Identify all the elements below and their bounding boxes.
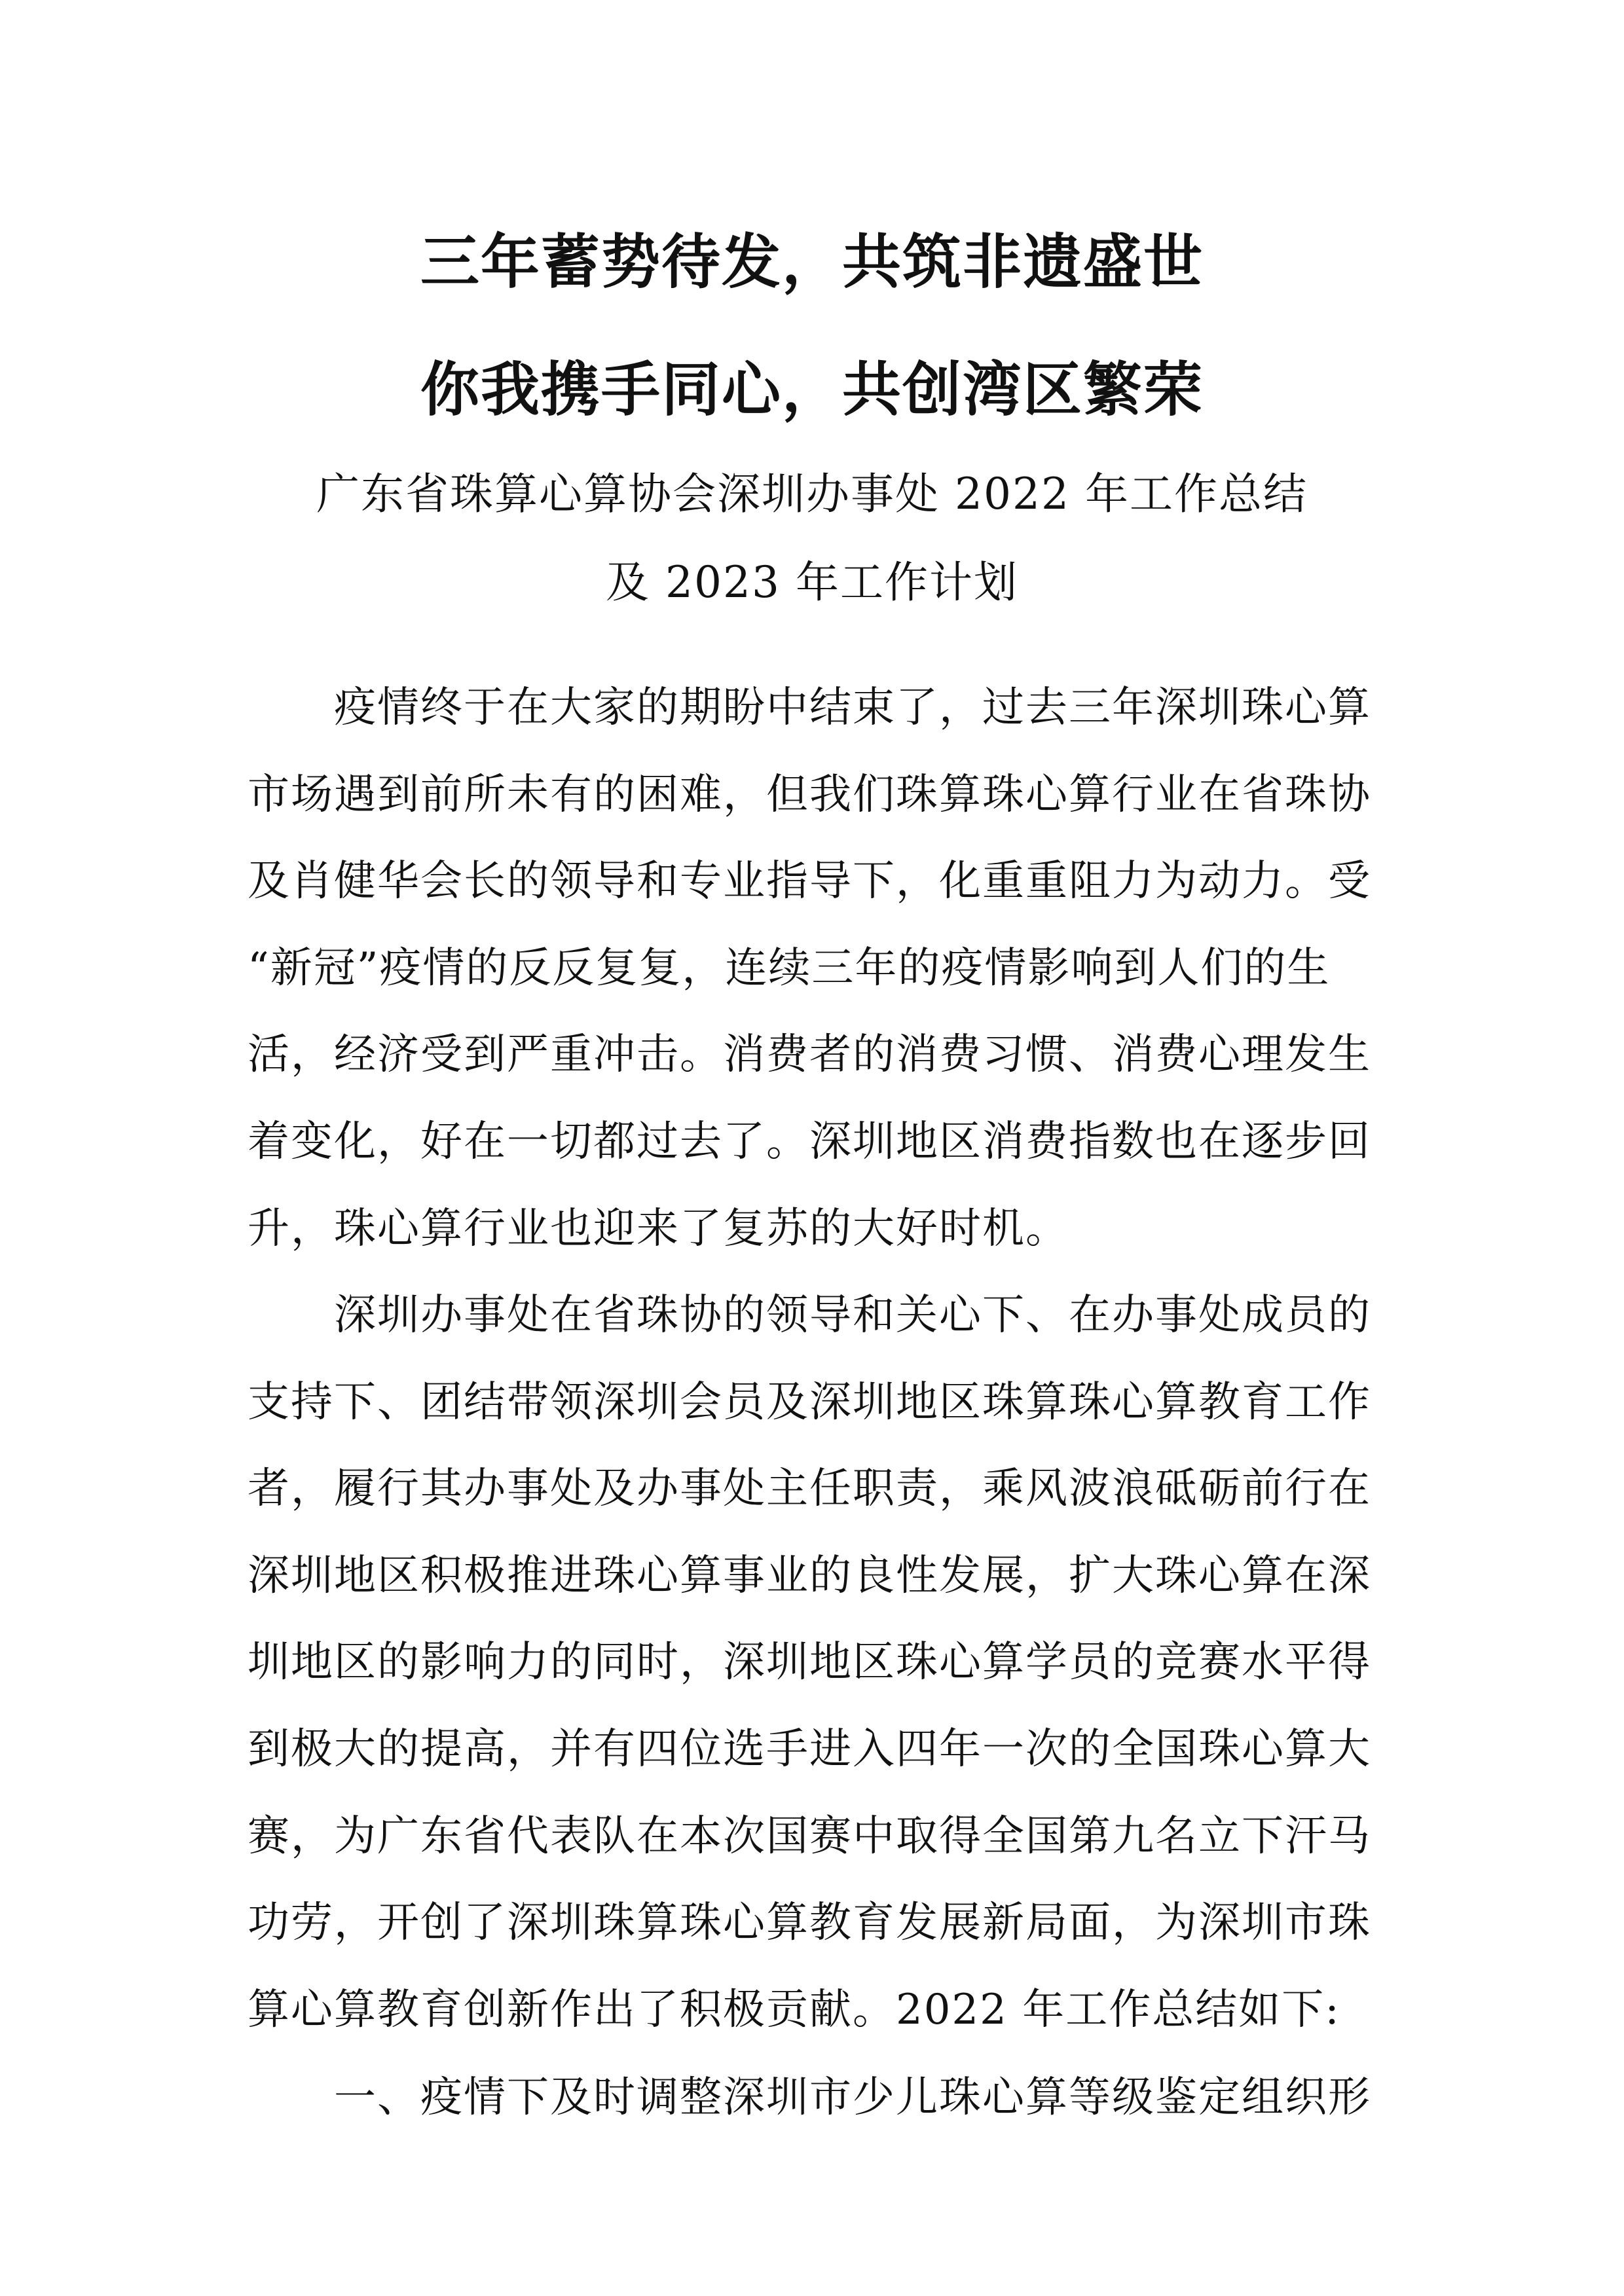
paragraph-line: 及肖健华会长的领导和专业指导下，化重重阻力为动力。受: [248, 857, 1371, 906]
paragraph-line: 赛，为广东省代表队在本次国赛中取得全国第九名立下汗马: [248, 1812, 1371, 1861]
section-heading-1: 一、疫情下及时调整深圳市少儿珠心算等级鉴定组织形: [334, 2073, 1371, 2122]
paragraph-line: 圳地区的影响力的同时，深圳地区珠心算学员的竞赛水平得: [248, 1638, 1371, 1687]
document-title-line-1: 三年蓄势待发，共筑非遗盛世: [420, 227, 1204, 297]
document-title-line-2: 你我携手同心，共创湾区繁荣: [420, 355, 1204, 424]
paragraph-line: 算心算教育创新作出了积极贡献。2022 年工作总结如下:: [248, 1985, 1340, 2034]
paragraph-line: 深圳地区积极推进珠心算事业的良性发展，扩大珠心算在深: [248, 1551, 1371, 1600]
paragraph-line: 支持下、团结带领深圳会员及深圳地区珠算珠心算教育工作: [248, 1377, 1371, 1427]
paragraph-line: 市场遇到前所未有的困难，但我们珠算珠心算行业在省珠协: [248, 770, 1371, 819]
paragraph-line: 者，履行其办事处及办事处主任职责，乘风波浪砥砺前行在: [248, 1465, 1371, 1514]
paragraph-line: 升，珠心算行业也迎来了复苏的大好时机。: [248, 1204, 1069, 1253]
paragraph-line: “新冠”疫情的反反复复，连续三年的疫情影响到人们的生: [248, 943, 1331, 993]
paragraph-line: 到极大的提高，并有四位选手进入四年一次的全国珠心算大: [248, 1724, 1371, 1774]
document-subtitle-line-1: 广东省珠算心算协会深圳办事处 2022 年工作总结: [316, 469, 1308, 519]
paragraph-1: [248, 665, 1375, 1272]
paragraph-2: [248, 1272, 1375, 2053]
document-subtitle-line-2: 及 2023 年工作计划: [606, 557, 1018, 608]
paragraph-line: 功劳，开创了深圳珠算珠心算教育发展新局面，为深圳市珠: [248, 1899, 1371, 1948]
paragraph-line: 疫情终于在大家的期盼中结束了，过去三年深圳珠心算: [248, 683, 1371, 732]
paragraph-line: 着变化，好在一切都过去了。深圳地区消费指数也在逐步回: [248, 1117, 1371, 1166]
paragraph-line: 活，经济受到严重冲击。消费者的消费习惯、消费心理发生: [248, 1030, 1371, 1080]
paragraph-line: 深圳办事处在省珠协的领导和关心下、在办事处成员的: [248, 1291, 1371, 1339]
